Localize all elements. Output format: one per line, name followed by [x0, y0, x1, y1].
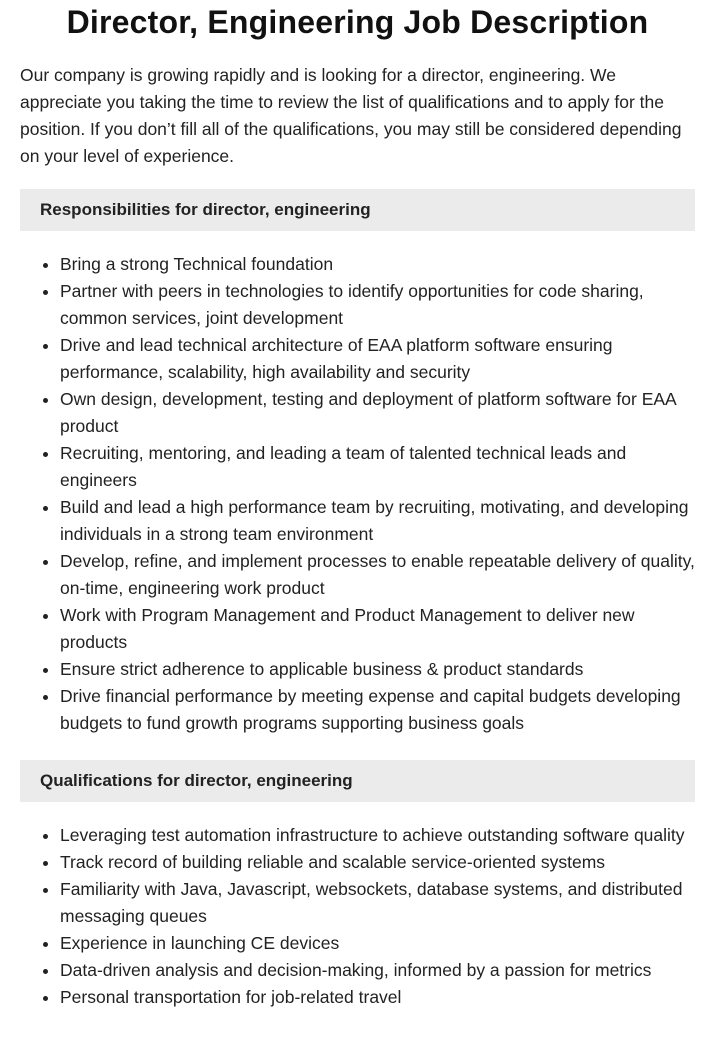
- list-item: • Familiarity with Java, Javascript, websockets, database systems, and distributed messaging queues: [60, 876, 695, 930]
- list-item: • Bring a strong Technical foundation: [60, 251, 695, 278]
- list-item: • Leveraging test automation infrastructure to achieve outstanding software quality: [60, 822, 695, 849]
- list-item: • Own design, development, testing and deployment of platform software for EAA product: [60, 386, 695, 440]
- responsibilities-heading: Responsibilities for director, engineering: [20, 189, 695, 231]
- list-item: • Recruiting, mentoring, and leading a team of talented technical leads and engineers: [60, 440, 695, 494]
- list-item: • Personal transportation for job-related travel: [60, 984, 695, 1011]
- list-item: • Track record of building reliable and scalable service-oriented systems: [60, 849, 695, 876]
- responsibilities-list: [20, 251, 695, 737]
- list-item: • Drive and lead technical architecture of EAA platform software ensuring performance, scalability, high availability and security: [60, 332, 695, 386]
- list-item: • Work with Program Management and Product Management to deliver new products: [60, 602, 695, 656]
- list-item: • Develop, refine, and implement processes to enable repeatable delivery of quality, on-time, engineering work product: [60, 548, 695, 602]
- list-item: • Data-driven analysis and decision-making, informed by a passion for metrics: [60, 957, 695, 984]
- list-item: • Partner with peers in technologies to identify opportunities for code sharing, common services, joint development: [60, 278, 695, 332]
- page-title: Director, Engineering Job Description: [66, 4, 649, 40]
- intro-paragraph: Our company is growing rapidly and is looking for a director, engineering. We appreciate you taking the time to review the list of qualifications and to apply for the position. If you don’t fill all of the qualifications, you may still be considered depending on your level of experience.: [20, 65, 682, 166]
- list-item: • Drive financial performance by meeting expense and capital budgets developing budgets to fund growth programs supporting business goals: [60, 683, 695, 737]
- qualifications-heading: Qualifications for director, engineering: [20, 760, 695, 802]
- list-item: • Build and lead a high performance team by recruiting, motivating, and developing individuals in a strong team environment: [60, 494, 695, 548]
- list-item: • Ensure strict adherence to applicable business & product standards: [60, 656, 695, 683]
- qualifications-list: [20, 822, 695, 1011]
- job-description-page: [20, 0, 695, 1011]
- list-item: • Experience in launching CE devices: [60, 930, 695, 957]
